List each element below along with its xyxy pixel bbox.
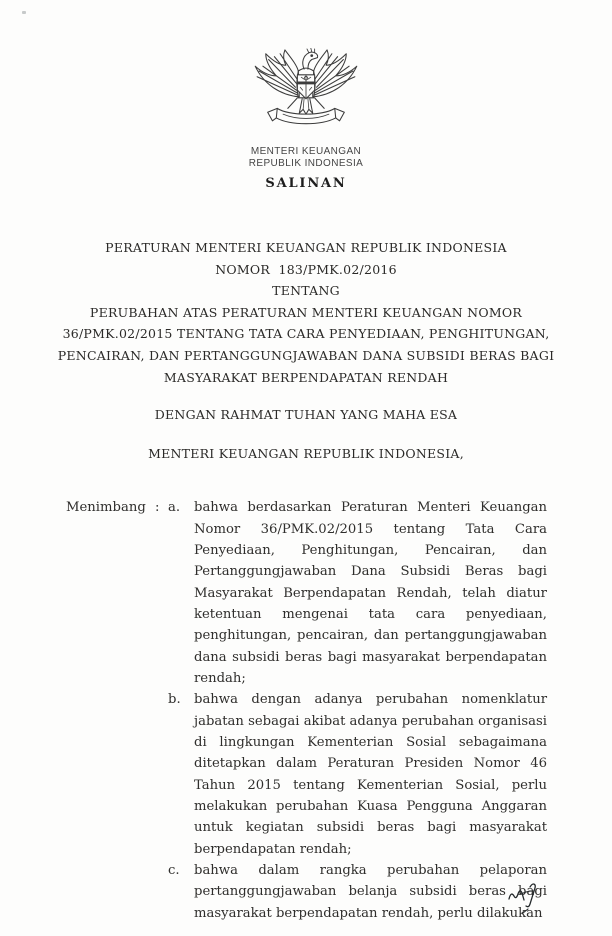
- considerations-colon: :: [155, 500, 160, 516]
- regulation-title: [0, 237, 612, 388]
- enacting-authority-line: MENTERI KEUANGAN REPUBLIK INDONESIA,: [148, 446, 464, 462]
- title-line-regulation: PERATURAN MENTERI KEUANGAN REPUBLIK INDONESIA: [105, 240, 507, 255]
- title-line-number: NOMOR 183/PMK.02/2016: [215, 261, 397, 277]
- item-marker: a.: [168, 500, 181, 516]
- garuda-pancasila-icon: [248, 48, 364, 140]
- title-line-tentang: TENTANG: [272, 283, 340, 299]
- title-line-subject-1: PERUBAHAN ATAS PERATURAN MENTERI KEUANGAN NOMOR: [89, 304, 523, 320]
- item-marker: c.: [168, 863, 180, 878]
- item-text: bahwa dengan adanya perubahan nomenklatur jabatan sebagai akibat adanya perubahan organisasi di lingkungan Kementerian Sosial sebagaimana ditetapkan dalam Peraturan Presiden Nomor 46 Tahun 2015 tentang Kementerian Sosial, perlu melakukan perubahan Kuasa Pengguna Anggaran untuk kegiatan subsidi beras bagi masyarakat berpendapatan rendah;: [194, 692, 547, 857]
- considerations-label: Menimbang: [66, 500, 146, 516]
- letterhead: [0, 0, 612, 191]
- copy-stamp: SALINAN: [265, 176, 347, 191]
- title-line-subject-2: 36/PMK.02/2015 TENTANG TATA CARA PENYEDIAAN, PENGHITUNGAN,: [62, 326, 550, 342]
- handwritten-initials-mark: [506, 882, 550, 918]
- considerations-section: [0, 497, 612, 924]
- ministry-name-line1: MENTERI KEUANGAN: [250, 146, 362, 157]
- item-marker: b.: [168, 692, 181, 708]
- consideration-item-c: [168, 860, 547, 924]
- item-text: bahwa dalam rangka perubahan pelaporan pertanggungjawaban belanja subsidi beras bagi masyarakat berpendapatan rendah, perlu dilakukan: [194, 863, 547, 921]
- considerations-list: [168, 497, 547, 924]
- ministry-name-line2: REPUBLIK INDONESIA: [248, 157, 364, 169]
- consideration-item-b: [168, 689, 547, 860]
- title-line-subject-3: PENCAIRAN, DAN PERTANGGUNGJAWABAN DANA SUBSIDI BERAS BAGI: [57, 347, 555, 363]
- consideration-item-a: [168, 497, 547, 689]
- item-text: bahwa berdasarkan Peraturan Menteri Keuangan Nomor 36/PMK.02/2015 tentang Tata Cara Penyediaan, Penghitungan, Pencairan, dan Pertanggungjawaban Dana Subsidi Beras bagi Masyarakat Berpendapatan Rendah, telah diatur ketentuan mengenai tata cara penyediaan, penghitungan, pencairan, dan pertanggungjawaban dana subsidi beras bagi masyarakat berpendapatan rendah;: [194, 500, 547, 686]
- title-line-subject-4: MASYARAKAT BERPENDAPATAN RENDAH: [163, 369, 449, 385]
- scan-artifact: [22, 11, 26, 14]
- invocation-line: DENGAN RAHMAT TUHAN YANG MAHA ESA: [154, 407, 458, 423]
